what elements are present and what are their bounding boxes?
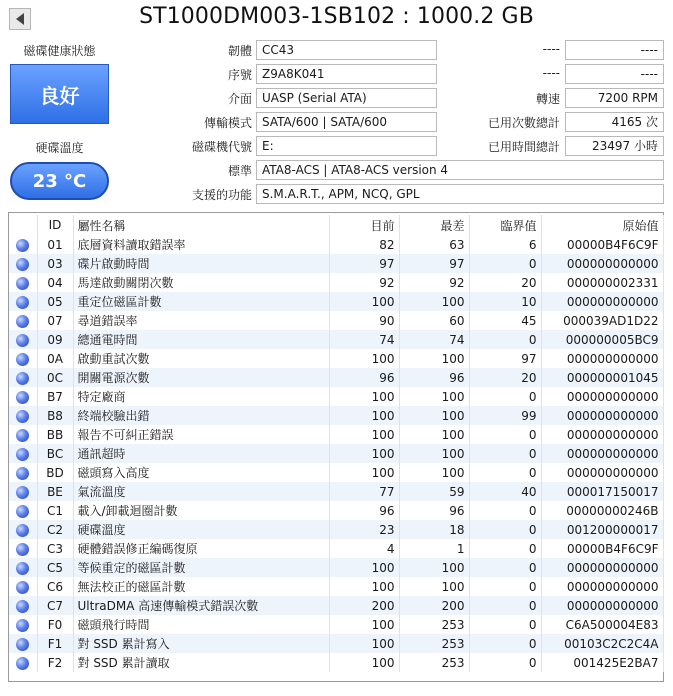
features-label: 支援的功能 xyxy=(191,188,252,202)
status-cell xyxy=(9,425,37,444)
raw-value: 000000002331 xyxy=(541,273,663,292)
table-row[interactable] xyxy=(9,311,663,330)
status-dot-icon xyxy=(16,296,29,309)
attribute-id: F2 xyxy=(37,653,73,672)
column-header-threshold[interactable]: 臨界值 xyxy=(469,215,541,235)
worst-value: 60 xyxy=(399,311,469,330)
threshold-value: 0 xyxy=(469,444,541,463)
status-dot-icon xyxy=(16,315,29,328)
worst-value: 1 xyxy=(399,539,469,558)
status-cell xyxy=(9,349,37,368)
current-value: 100 xyxy=(329,425,399,444)
table-row[interactable] xyxy=(9,330,663,349)
column-header-attribute[interactable]: 屬性名稱 xyxy=(73,215,329,235)
status-cell xyxy=(9,368,37,387)
attribute-id: BE xyxy=(37,482,73,501)
raw-value: 000017150017 xyxy=(541,482,663,501)
current-value: 74 xyxy=(329,330,399,349)
threshold-value: 0 xyxy=(469,463,541,482)
interface-label: 介面 xyxy=(227,92,252,106)
worst-value: 100 xyxy=(399,425,469,444)
rotation-rate-field: 7200 RPM xyxy=(565,88,664,108)
table-row[interactable] xyxy=(9,406,663,425)
current-value: 100 xyxy=(329,558,399,577)
worst-value: 100 xyxy=(399,577,469,596)
current-value: 200 xyxy=(329,596,399,615)
attribute-name: 啟動重試次數 xyxy=(73,349,329,368)
worst-value: 100 xyxy=(399,444,469,463)
attribute-id: 04 xyxy=(37,273,73,292)
worst-value: 100 xyxy=(399,406,469,425)
current-value: 100 xyxy=(329,349,399,368)
attribute-id: 0C xyxy=(37,368,73,387)
attribute-id: C2 xyxy=(37,520,73,539)
status-dot-icon xyxy=(16,657,29,670)
attribute-id: C1 xyxy=(37,501,73,520)
attribute-id: BC xyxy=(37,444,73,463)
right-info-field-1: ---- xyxy=(565,40,664,60)
standard-label: 標準 xyxy=(227,164,252,178)
status-cell xyxy=(9,558,37,577)
current-value: 96 xyxy=(329,501,399,520)
status-cell xyxy=(9,615,37,634)
power-on-count-field: 4165 次 xyxy=(565,112,664,132)
worst-value: 100 xyxy=(399,349,469,368)
status-cell xyxy=(9,501,37,520)
attribute-name: 硬體錯誤修正編碼復原 xyxy=(73,539,329,558)
features-field: S.M.A.R.T., APM, NCQ, GPL xyxy=(256,184,664,204)
status-dot-icon xyxy=(16,524,29,537)
status-cell xyxy=(9,330,37,349)
worst-value: 92 xyxy=(399,273,469,292)
table-row[interactable] xyxy=(9,463,663,482)
threshold-value: 0 xyxy=(469,577,541,596)
current-value: 100 xyxy=(329,292,399,311)
current-value: 4 xyxy=(329,539,399,558)
threshold-value: 45 xyxy=(469,311,541,330)
attribute-name: 報告不可糾正錯誤 xyxy=(73,425,329,444)
threshold-value: 6 xyxy=(469,235,541,254)
threshold-value: 97 xyxy=(469,349,541,368)
current-value: 100 xyxy=(329,406,399,425)
status-dot-icon xyxy=(16,448,29,461)
current-value: 100 xyxy=(329,463,399,482)
attribute-id: B8 xyxy=(37,406,73,425)
attribute-id: 09 xyxy=(37,330,73,349)
table-header-row xyxy=(9,215,663,235)
status-cell xyxy=(9,235,37,254)
current-value: 77 xyxy=(329,482,399,501)
table-row[interactable] xyxy=(9,482,663,501)
temperature-badge[interactable]: 23 °C xyxy=(10,162,109,200)
attribute-id: 0A xyxy=(37,349,73,368)
status-cell xyxy=(9,596,37,615)
attribute-name: 磁頭飛行時間 xyxy=(73,615,329,634)
threshold-value: 40 xyxy=(469,482,541,501)
temperature-label: 硬碟溫度 xyxy=(35,141,84,155)
current-value: 90 xyxy=(329,311,399,330)
attribute-id: 01 xyxy=(37,235,73,254)
column-header-status[interactable] xyxy=(9,215,37,235)
attribute-id: F1 xyxy=(37,634,73,653)
raw-value: 00000000246B xyxy=(541,501,663,520)
table-row[interactable] xyxy=(9,634,663,653)
table-row[interactable] xyxy=(9,254,663,273)
table-row[interactable] xyxy=(9,520,663,539)
transfer-mode-field: SATA/600 | SATA/600 xyxy=(256,112,437,132)
table-row[interactable] xyxy=(9,425,663,444)
table-row[interactable] xyxy=(9,368,663,387)
worst-value: 96 xyxy=(399,501,469,520)
threshold-value: 20 xyxy=(469,368,541,387)
current-value: 100 xyxy=(329,444,399,463)
right-info-label-2: ---- xyxy=(542,66,560,80)
status-cell xyxy=(9,387,37,406)
attribute-id: F0 xyxy=(37,615,73,634)
worst-value: 18 xyxy=(399,520,469,539)
threshold-value: 0 xyxy=(469,539,541,558)
column-header-current[interactable]: 目前 xyxy=(329,215,399,235)
attribute-id: C3 xyxy=(37,539,73,558)
status-dot-icon xyxy=(16,562,29,575)
raw-value: C6A500004E83 xyxy=(541,615,663,634)
status-cell xyxy=(9,577,37,596)
worst-value: 100 xyxy=(399,292,469,311)
right-info-field-2: ---- xyxy=(565,64,664,84)
attribute-id: BB xyxy=(37,425,73,444)
status-cell xyxy=(9,311,37,330)
status-cell xyxy=(9,634,37,653)
table-row[interactable] xyxy=(9,273,663,292)
current-value: 96 xyxy=(329,368,399,387)
attribute-name: 對 SSD 累計讀取 xyxy=(73,653,329,672)
threshold-value: 20 xyxy=(469,273,541,292)
current-value: 100 xyxy=(329,634,399,653)
raw-value: 00000B4F6C9F xyxy=(541,539,663,558)
threshold-value: 0 xyxy=(469,615,541,634)
worst-value: 100 xyxy=(399,387,469,406)
attribute-id: BD xyxy=(37,463,73,482)
current-value: 23 xyxy=(329,520,399,539)
table-row[interactable] xyxy=(9,501,663,520)
worst-value: 63 xyxy=(399,235,469,254)
attribute-name: 重定位磁區計數 xyxy=(73,292,329,311)
attribute-name: 碟片啟動時間 xyxy=(73,254,329,273)
status-dot-icon xyxy=(16,638,29,651)
worst-value: 59 xyxy=(399,482,469,501)
disk-title: ST1000DM003-1SB102 : 1000.2 GB xyxy=(139,4,534,29)
raw-value: 00103C2C2C4A xyxy=(541,634,663,653)
table-row[interactable] xyxy=(9,444,663,463)
attribute-id: 07 xyxy=(37,311,73,330)
table-row[interactable] xyxy=(9,615,663,634)
threshold-value: 0 xyxy=(469,558,541,577)
firmware-label: 韌體 xyxy=(227,44,252,58)
attribute-name: 對 SSD 累計寫入 xyxy=(73,634,329,653)
raw-value: 000000000000 xyxy=(541,425,663,444)
status-cell xyxy=(9,463,37,482)
status-cell xyxy=(9,273,37,292)
attribute-id: C6 xyxy=(37,577,73,596)
attribute-name: 開關電源次數 xyxy=(73,368,329,387)
current-value: 97 xyxy=(329,254,399,273)
attribute-name: 總通電時間 xyxy=(73,330,329,349)
attribute-name: 載入/卸載迴圈計數 xyxy=(73,501,329,520)
status-dot-icon xyxy=(16,467,29,480)
attribute-name: 通訊超時 xyxy=(73,444,329,463)
status-cell xyxy=(9,292,37,311)
smart-attributes-table[interactable] xyxy=(9,215,664,672)
health-status-badge[interactable]: 良好 xyxy=(10,64,109,124)
raw-value: 000000000000 xyxy=(541,558,663,577)
status-dot-icon xyxy=(16,258,29,271)
status-dot-icon xyxy=(16,619,29,632)
threshold-value: 0 xyxy=(469,501,541,520)
table-row[interactable] xyxy=(9,292,663,311)
right-info-label-1: ---- xyxy=(542,42,560,56)
status-dot-icon xyxy=(16,391,29,404)
status-cell xyxy=(9,482,37,501)
attribute-id: B7 xyxy=(37,387,73,406)
attribute-name: 馬達啟動關閉次數 xyxy=(73,273,329,292)
current-value: 100 xyxy=(329,577,399,596)
current-value: 100 xyxy=(329,615,399,634)
status-cell xyxy=(9,539,37,558)
status-dot-icon xyxy=(16,277,29,290)
standard-field: ATA8-ACS | ATA8-ACS version 4 xyxy=(256,160,664,180)
worst-value: 253 xyxy=(399,653,469,672)
health-status-label: 磁碟健康狀態 xyxy=(23,44,96,58)
table-row[interactable] xyxy=(9,235,663,254)
table-row[interactable] xyxy=(9,558,663,577)
attribute-name: 無法校正的磁區計數 xyxy=(73,577,329,596)
threshold-value: 0 xyxy=(469,596,541,615)
current-value: 100 xyxy=(329,653,399,672)
attribute-name: UltraDMA 高速傳輸模式錯誤次數 xyxy=(73,596,329,615)
firmware-field: CC43 xyxy=(256,40,437,60)
column-header-id[interactable]: ID xyxy=(37,215,73,235)
table-row[interactable] xyxy=(9,596,663,615)
status-cell xyxy=(9,520,37,539)
worst-value: 253 xyxy=(399,615,469,634)
worst-value: 96 xyxy=(399,368,469,387)
drive-letter-field: E: xyxy=(256,136,437,156)
attribute-name: 硬碟溫度 xyxy=(73,520,329,539)
drive-letter-label: 磁碟機代號 xyxy=(191,140,252,154)
status-dot-icon xyxy=(16,334,29,347)
attribute-name: 等候重定的磁區計數 xyxy=(73,558,329,577)
raw-value: 000039AD1D22 xyxy=(541,311,663,330)
raw-value: 000000000000 xyxy=(541,254,663,273)
raw-value: 000000005BC9 xyxy=(541,330,663,349)
threshold-value: 0 xyxy=(469,425,541,444)
attribute-name: 磁頭寫入高度 xyxy=(73,463,329,482)
rotation-rate-label: 轉速 xyxy=(535,92,560,106)
table-row[interactable] xyxy=(9,387,663,406)
serial-label: 序號 xyxy=(227,68,252,82)
raw-value: 000000000000 xyxy=(541,577,663,596)
status-dot-icon xyxy=(16,600,29,613)
status-dot-icon xyxy=(16,429,29,442)
status-cell xyxy=(9,444,37,463)
worst-value: 100 xyxy=(399,558,469,577)
worst-value: 74 xyxy=(399,330,469,349)
raw-value: 00000B4F6C9F xyxy=(541,235,663,254)
attribute-id: 03 xyxy=(37,254,73,273)
attribute-id: C5 xyxy=(37,558,73,577)
power-on-hours-field: 23497 小時 xyxy=(565,136,664,156)
status-cell xyxy=(9,406,37,425)
current-value: 100 xyxy=(329,387,399,406)
threshold-value: 0 xyxy=(469,520,541,539)
serial-field: Z9A8K041 xyxy=(256,64,437,84)
status-dot-icon xyxy=(16,505,29,518)
attribute-name: 底層資料讀取錯誤率 xyxy=(73,235,329,254)
transfer-mode-label: 傳輸模式 xyxy=(203,116,252,130)
threshold-value: 99 xyxy=(469,406,541,425)
power-on-count-label: 已用次數總計 xyxy=(487,116,560,130)
status-cell xyxy=(9,254,37,273)
threshold-value: 0 xyxy=(469,254,541,273)
status-dot-icon xyxy=(16,372,29,385)
raw-value: 000000000000 xyxy=(541,463,663,482)
raw-value: 000000000000 xyxy=(541,349,663,368)
attribute-name: 特定廠商 xyxy=(73,387,329,406)
worst-value: 200 xyxy=(399,596,469,615)
table-row[interactable] xyxy=(9,349,663,368)
status-dot-icon xyxy=(16,239,29,252)
status-dot-icon xyxy=(16,581,29,594)
current-value: 82 xyxy=(329,235,399,254)
worst-value: 253 xyxy=(399,634,469,653)
threshold-value: 0 xyxy=(469,330,541,349)
power-on-hours-label: 已用時間總計 xyxy=(487,140,560,154)
attribute-name: 終端校驗出錯 xyxy=(73,406,329,425)
threshold-value: 0 xyxy=(469,387,541,406)
raw-value: 000000000000 xyxy=(541,444,663,463)
raw-value: 001425E2BA7 xyxy=(541,653,663,672)
attribute-id: C7 xyxy=(37,596,73,615)
attribute-id: 05 xyxy=(37,292,73,311)
raw-value: 000000000000 xyxy=(541,292,663,311)
raw-value: 000000000000 xyxy=(541,406,663,425)
table-row[interactable] xyxy=(9,539,663,558)
threshold-value: 10 xyxy=(469,292,541,311)
status-dot-icon xyxy=(16,486,29,499)
raw-value: 000000000000 xyxy=(541,387,663,406)
threshold-value: 0 xyxy=(469,653,541,672)
table-row[interactable] xyxy=(9,577,663,596)
status-cell xyxy=(9,653,37,672)
column-header-raw[interactable]: 原始值 xyxy=(541,215,663,235)
status-dot-icon xyxy=(16,410,29,423)
raw-value: 000000000000 xyxy=(541,596,663,615)
attribute-name: 氣流溫度 xyxy=(73,482,329,501)
attribute-name: 尋道錯誤率 xyxy=(73,311,329,330)
threshold-value: 0 xyxy=(469,634,541,653)
raw-value: 000000001045 xyxy=(541,368,663,387)
interface-field: UASP (Serial ATA) xyxy=(256,88,437,108)
raw-value: 001200000017 xyxy=(541,520,663,539)
current-value: 92 xyxy=(329,273,399,292)
worst-value: 97 xyxy=(399,254,469,273)
table-row[interactable] xyxy=(9,653,663,672)
column-header-worst[interactable]: 最差 xyxy=(399,215,469,235)
status-dot-icon xyxy=(16,353,29,366)
status-dot-icon xyxy=(16,543,29,556)
worst-value: 100 xyxy=(399,463,469,482)
